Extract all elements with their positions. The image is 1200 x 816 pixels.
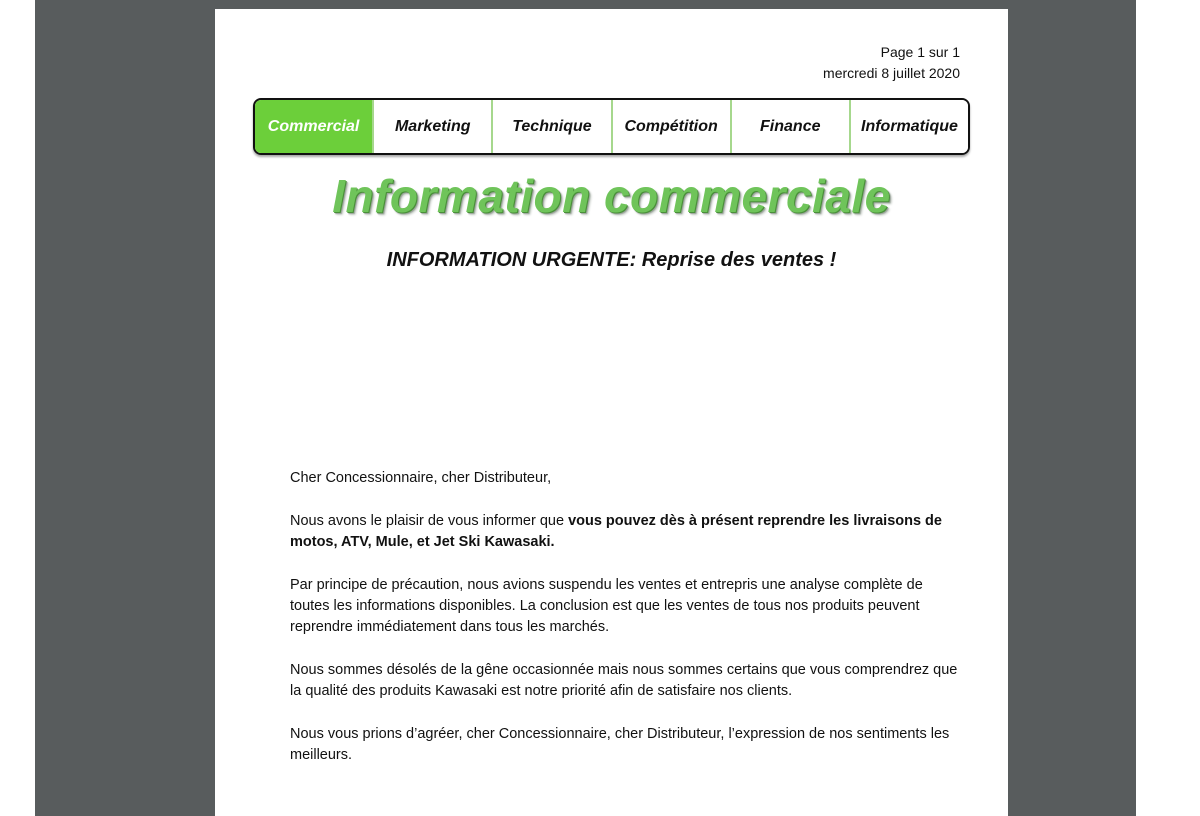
page-subtitle: INFORMATION URGENTE: Reprise des ventes ! — [386, 249, 837, 271]
category-tab-bar — [253, 98, 970, 155]
page-header — [823, 42, 960, 84]
tab-informatique[interactable]: Informatique — [849, 100, 968, 153]
page-number: Page 1 sur 1 — [880, 44, 960, 60]
paragraph-1-text: Nous avons le plaisir de vous informer que — [290, 513, 569, 529]
letter-paragraph-1 — [290, 511, 965, 553]
page-title: Information commerciale — [332, 170, 891, 222]
tab-competition[interactable]: Compétition — [611, 100, 730, 153]
letter-body — [290, 468, 965, 788]
letter-salutation: Cher Concessionnaire, cher Distributeur, — [290, 470, 552, 486]
letter-paragraph-3: Nous sommes désolés de la gêne occasionnée mais nous sommes certains que vous comprendrez que la qualité des produits Kawasaki est notre priorité afin de satisfaire nos clients. — [290, 662, 958, 699]
tab-finance[interactable]: Finance — [730, 100, 849, 153]
tab-commercial[interactable]: Commercial — [255, 100, 372, 153]
letter-closing: Nous vous prions d’agréer, cher Concessionnaire, cher Distributeur, l’expression de nos sentiments les meilleurs. — [290, 726, 950, 763]
document-date: mercredi 8 juillet 2020 — [823, 65, 960, 81]
paragraph-1-bold-text: vous pouvez dès à présent reprendre les livraisons de motos, ATV, Mule, et Jet Ski Kawasaki. — [290, 513, 942, 550]
letter-paragraph-2: Par principe de précaution, nous avions suspendu les ventes et entrepris une analyse complète de toutes les informations disponibles. La conclusion est que les ventes de tous nos produits peuvent reprendre immédiatement dans tous les marchés. — [290, 577, 923, 635]
document-page — [215, 9, 1008, 816]
tab-technique[interactable]: Technique — [491, 100, 610, 153]
tab-marketing[interactable]: Marketing — [372, 100, 491, 153]
